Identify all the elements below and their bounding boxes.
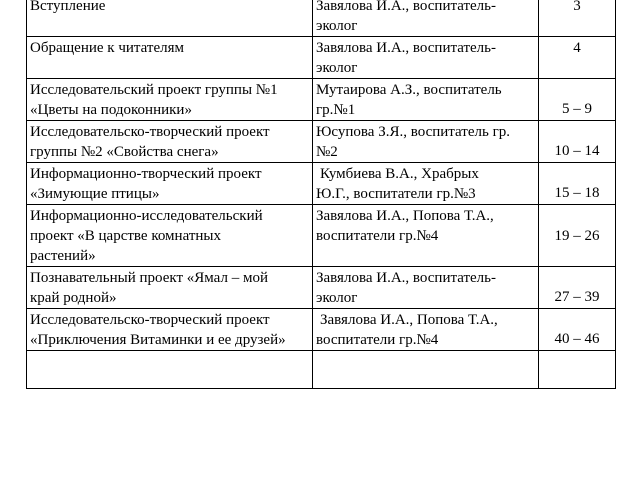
cell-author [313, 79, 539, 121]
cell-pages [539, 309, 616, 351]
section-title-line: «Зимующие птицы» [30, 186, 160, 202]
cell-author [313, 267, 539, 309]
cell-pages [539, 121, 616, 163]
table-row [27, 121, 616, 163]
cell-author [313, 121, 539, 163]
cell-pages [539, 205, 616, 267]
section-title-line: растений» [30, 248, 96, 264]
section-title-line: «Цветы на подоконники» [30, 102, 192, 118]
page-range: 19 – 26 [554, 228, 600, 244]
cell-author [313, 309, 539, 351]
section-title-line: Обращение к читателям [30, 40, 184, 56]
section-title-line: Исследовательско-творческий проект [30, 124, 270, 140]
page-range: 10 – 14 [554, 143, 600, 159]
table-row [27, 205, 616, 267]
cell-pages [539, 37, 616, 79]
section-title-line: Информационно-творческий проект [30, 166, 262, 182]
section-title-line: Вступление [30, 0, 106, 14]
table-row [27, 0, 616, 37]
page-range: 15 – 18 [554, 185, 600, 201]
section-title-line: проект «В царстве комнатных [30, 228, 222, 244]
table-row [27, 37, 616, 79]
author-line: Завялова И.А., Попова Т.А., [316, 208, 494, 224]
cell-author [313, 0, 539, 37]
author-line: воспитатели гр.№4 [316, 228, 439, 244]
cell-section-title [27, 205, 313, 267]
table-row [27, 267, 616, 309]
table-row [27, 163, 616, 205]
section-title-line: Познавательный проект «Ямал – мой [30, 270, 268, 286]
author-line: Завялова И.А., воспитатель- [316, 270, 497, 286]
author-line: Завялова И.А., воспитатель- [316, 40, 497, 56]
page-range: 40 – 46 [554, 331, 600, 347]
author-line: Мутаирова А.З., воспитатель [316, 82, 502, 98]
cell-pages [539, 79, 616, 121]
cell-section-title [27, 309, 313, 351]
author-line: эколог [316, 18, 358, 34]
section-title-line: «Приключения Витаминки и ее друзей» [30, 332, 286, 348]
cell-section-title [27, 163, 313, 205]
cell-pages [539, 163, 616, 205]
author-line: эколог [316, 60, 358, 76]
author-line: Юсупова З.Я., воспитатель гр. [316, 124, 510, 140]
page-range: 3 [573, 0, 581, 14]
author-line: Кумбиева В.А., Храбрых [320, 166, 479, 182]
cell-author [313, 163, 539, 205]
table-row [27, 309, 616, 351]
page-range: 27 – 39 [554, 289, 600, 305]
contents-table [26, 0, 616, 389]
cell-pages [539, 0, 616, 37]
cell-author [313, 37, 539, 79]
table-body [27, 0, 616, 389]
cell-author [313, 205, 539, 267]
table-row [27, 79, 616, 121]
empty-cell [313, 351, 539, 389]
page-range: 4 [573, 40, 581, 56]
page-range: 5 – 9 [562, 101, 592, 117]
author-line: Завялова И.А., воспитатель- [316, 0, 497, 14]
author-line: воспитатели гр.№4 [316, 332, 439, 348]
empty-cell [27, 351, 313, 389]
table-row-empty [27, 351, 616, 389]
empty-cell [539, 351, 616, 389]
cell-section-title [27, 267, 313, 309]
section-title-line: группы №2 «Свойства снега» [30, 144, 219, 160]
author-line: №2 [316, 144, 338, 160]
section-title-line: Исследовательский проект группы №1 [30, 82, 278, 98]
cell-section-title [27, 121, 313, 163]
author-line: Завялова И.А., Попова Т.А., [320, 312, 498, 328]
author-line: Ю.Г., воспитатели гр.№3 [316, 186, 476, 202]
author-line: гр.№1 [316, 102, 356, 118]
section-title-line: Информационно-исследовательский [30, 208, 263, 224]
cell-section-title [27, 37, 313, 79]
cell-section-title [27, 79, 313, 121]
author-line: эколог [316, 290, 358, 306]
cell-pages [539, 267, 616, 309]
section-title-line: Исследовательско-творческий проект [30, 312, 270, 328]
cell-section-title [27, 0, 313, 37]
section-title-line: край родной» [30, 290, 117, 306]
